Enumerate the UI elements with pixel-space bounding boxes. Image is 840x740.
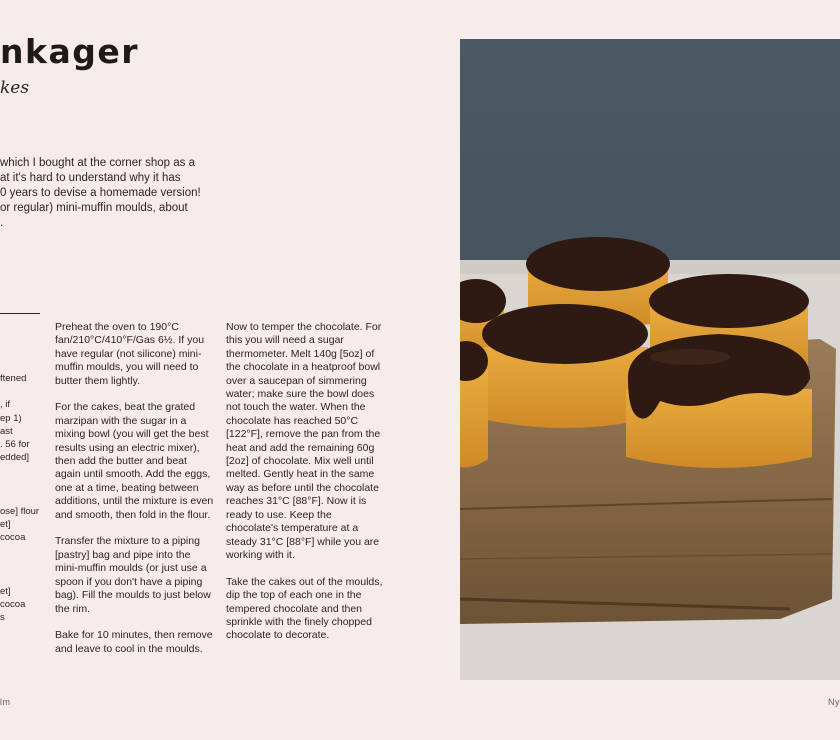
- method-column-1: [55, 321, 215, 670]
- intro-line: .: [0, 217, 4, 229]
- intro-line: at it's hard to understand why it has: [0, 172, 181, 184]
- ingredients-divider: [0, 313, 40, 314]
- ingredient-line: cocoa: [0, 598, 26, 610]
- ingredient-line: , if: [0, 399, 11, 411]
- mini-cake: [626, 334, 812, 468]
- intro-line: or regular) mini-muffin moulds, about: [0, 202, 188, 214]
- mini-cake: [460, 341, 488, 467]
- page-subtitle: kes: [0, 78, 30, 98]
- ingredient-line: cocoa: [0, 532, 26, 544]
- mini-cake: [482, 304, 648, 428]
- ingredient-line: et]: [0, 519, 11, 531]
- intro-line: 0 years to devise a homemade version!: [0, 187, 201, 199]
- ingredient-line: s: [0, 612, 5, 624]
- method-step: For the cakes, beat the grated marzipan with the sugar in a mixing bowl (you will get the best results using an electric mixer), then add the butter and beat again until smooth. Add the eggs, one at a time, beating between additions, until the mixture is even and smooth, then fold in the flour.: [55, 401, 214, 521]
- ingredient-line: et]: [0, 585, 11, 597]
- ingredient-line: ftened: [0, 373, 27, 384]
- ingredients-list: [0, 372, 44, 625]
- ingredient-line: ep 1): [0, 412, 22, 424]
- ingredient-line: ose] flour: [0, 505, 40, 517]
- method-step: Transfer the mixture to a piping [pastry] bag and pipe into the mini-muffin moulds (or just use a spoon if you don't have a piping bag). Fill the moulds to just below the rim.: [55, 535, 211, 615]
- method-step: Now to temper the chocolate. For this you will need a sugar thermometer. Melt 140g [5oz] of the chocolate in a heatproof bowl over a saucepan of simmering water; make sure the bowl does not touch the water. When the chocolate has reached 50°C [122°F], remove the pan from the heat and add the remaining 60g [2oz] of chocolate. Mix well until melted. Gently heat in the same way as before until the chocolate reaches 31°C [88°F]. Now it is ready to use. Keep the chocolate's temperature at a steady 31°C [88°F] while you are working with it.: [226, 321, 382, 561]
- ingredient-line: edded]: [0, 452, 30, 464]
- method-column-2: [226, 321, 386, 656]
- page-footer-right: Ny: [828, 697, 840, 707]
- ingredient-line: . 56 for: [0, 439, 30, 451]
- ingredient-line: ast: [0, 425, 13, 437]
- intro-line: which I bought at the corner shop as a: [0, 157, 195, 169]
- intro-paragraph: [0, 156, 200, 231]
- page-footer-left: lm: [0, 697, 11, 707]
- page-title: nkager: [0, 32, 139, 71]
- method-step: Bake for 10 minutes, then remove and leave to cool in the moulds.: [55, 629, 213, 655]
- method-step: Preheat the oven to 190°C fan/210°C/410°F/Gas 6½. If you have regular (not silicone) mini-muffin moulds, you will need to butter them lightly.: [55, 321, 205, 387]
- recipe-photo: [460, 39, 840, 680]
- method-step: Take the cakes out of the moulds, dip the top of each one in the tempered chocolate and then sprinkle with the finely chopped chocolate to decorate.: [226, 575, 383, 642]
